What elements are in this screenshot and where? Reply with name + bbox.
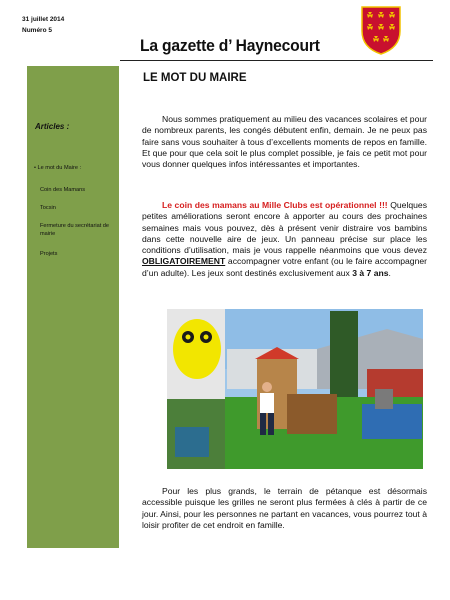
coat-of-arms-icon <box>360 5 402 55</box>
issue-meta <box>22 14 64 36</box>
paragraph-2-text-a: Quelques petites améliorations seront encore à apporter au cours des prochaines semaines mais vous pouvez, dès à présent venir distraire vos bambins dans cette nouvelle aire de jeux. Un panneau précise sur place les conditions d’utilisation, mais je vous rappelle néanmoins que vous devez <box>142 200 428 256</box>
paragraph-2-text-b: accompagner votre enfant (ou le faire accompagner d’un adulte). Les jeux sont destinés exclusivement aux <box>142 256 427 278</box>
table-of-contents <box>32 164 118 258</box>
toc-item-tocsin[interactable]: Tocsin <box>40 205 56 211</box>
article-paragraph-2 <box>142 200 427 279</box>
paragraph-lead-highlight: Le coin des mamans au Mille Clubs est opérationnel !!! <box>162 200 388 210</box>
paragraph-2-ages: 3 à 7 ans <box>352 267 389 278</box>
paragraph-2-emphasis: OBLIGATOIREMENT <box>142 256 226 267</box>
paragraph-2-end: . <box>388 267 391 278</box>
article-paragraph-1: Nous sommes pratiquement au milieu des vacances scolaires et pour de nombreux parents, les congés débutent enfin, demain. Je ne peux pas faire sans vous souhaiter à tous d’excellents moments de repos en famille. Et que pour que cela soit le plus complet possible, je fais ce petit mot pour vous donner quelques infos intéressantes et importantes. <box>142 114 427 170</box>
newsletter-masthead: La gazette d’ Haynecourt <box>140 36 320 55</box>
toc-item-projets[interactable]: Projets <box>40 251 58 257</box>
toc-item-coin-des-mamans[interactable]: Coin des Mamans <box>40 187 86 193</box>
masthead-rule <box>120 60 433 61</box>
issue-date: 31 juillet 2014 <box>22 16 65 23</box>
toc-item-fermeture-secretariat[interactable]: Fermeture du secrétariat de mairie <box>40 223 110 237</box>
article-paragraph-3: Pour les plus grands, le terrain de pétanque est désormais accessible puisque les grilles ne seront plus fermées à clés à partir de ce jour. Ainsi, pour les personnes ne partant en vacances, vous pourrez tout à loisir profiter de cet endroit en famille. <box>142 486 427 530</box>
issue-number: Numéro 5 <box>22 27 52 34</box>
toc-item-mot-du-maire[interactable]: • Le mot du Maire : <box>34 165 82 171</box>
playground-photo <box>167 309 423 469</box>
sidebar <box>27 66 119 548</box>
sidebar-heading: Articles : <box>35 122 70 131</box>
article-title: LE MOT DU MAIRE <box>143 72 247 84</box>
